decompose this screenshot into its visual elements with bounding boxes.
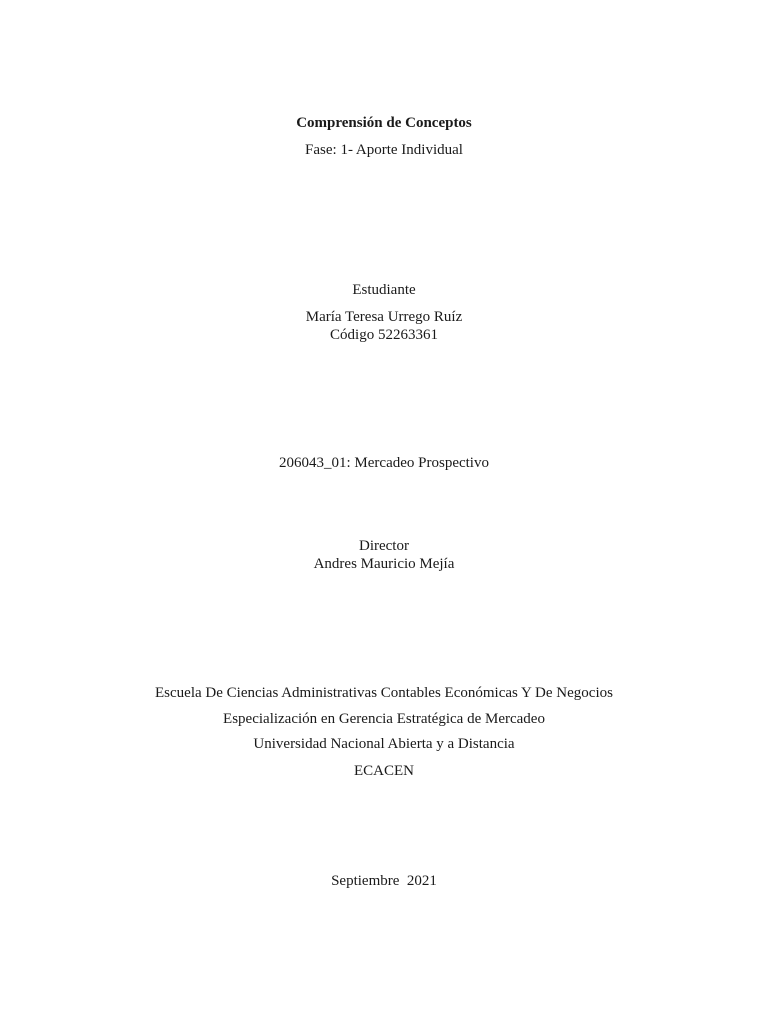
student-name: María Teresa Urrego Ruíz — [305, 309, 463, 325]
director-label: Director — [359, 538, 409, 554]
institution-acronym: ECACEN — [354, 763, 414, 779]
student-label: Estudiante — [352, 282, 416, 298]
document-date: Septiembre 2021 — [331, 873, 437, 889]
student-code: Código 52263361 — [330, 327, 438, 343]
director-name: Andres Mauricio Mejía — [313, 556, 455, 572]
university-name: Universidad Nacional Abierta y a Distancia — [253, 736, 515, 752]
program-name: Especialización en Gerencia Estratégica de Mercadeo — [223, 711, 545, 727]
course-name: 206043_01: Mercadeo Prospectivo — [279, 455, 489, 471]
school-name: Escuela De Ciencias Administrativas Contables Económicas Y De Negocios — [155, 685, 613, 701]
document-subtitle: Fase: 1- Aporte Individual — [305, 142, 463, 158]
document-title: Comprensión de Conceptos — [296, 115, 472, 131]
